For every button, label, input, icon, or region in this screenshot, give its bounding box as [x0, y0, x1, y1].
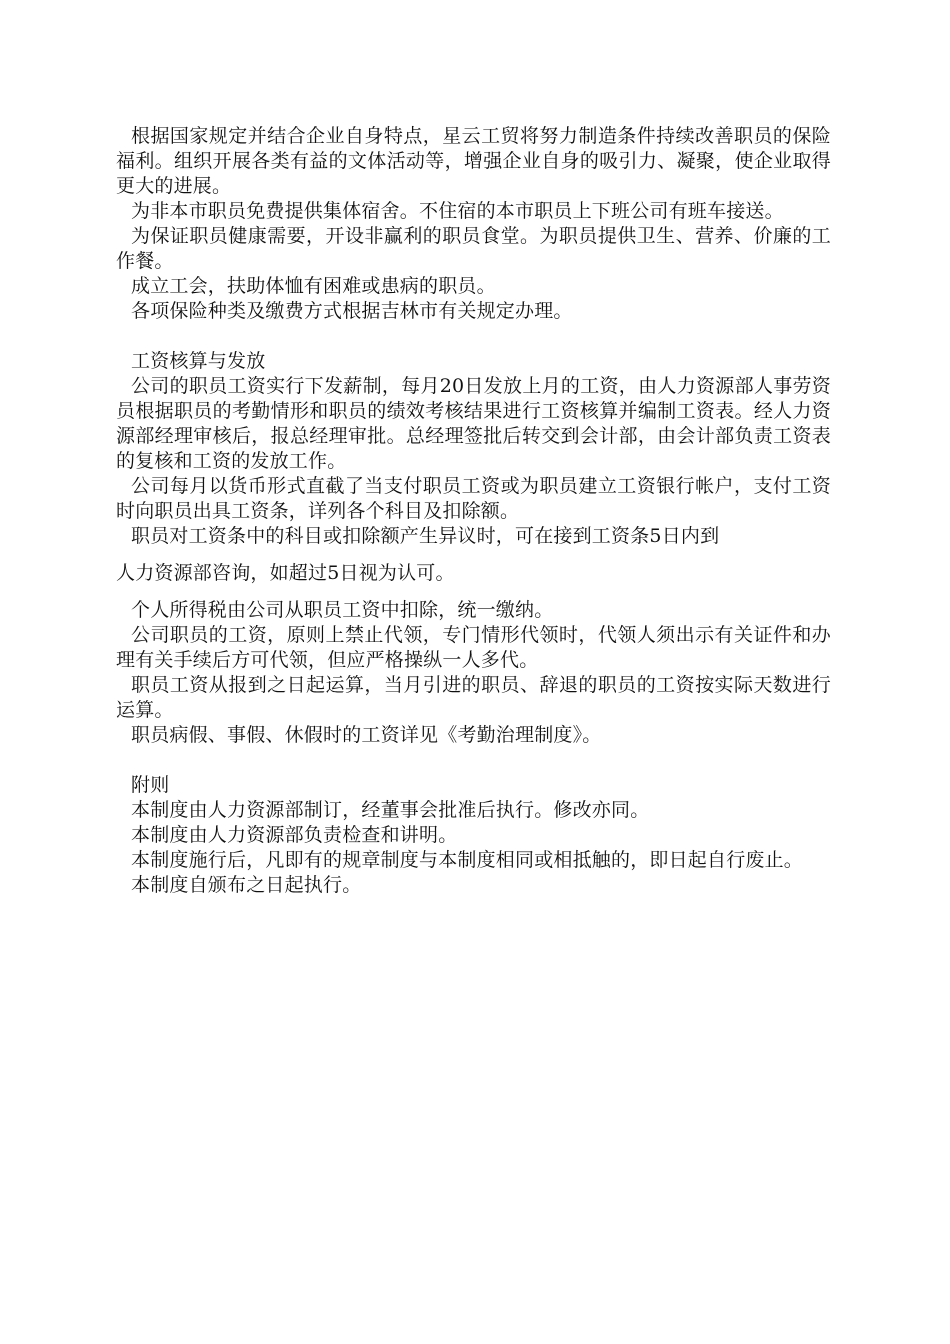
welfare-paragraph: 为非本市职员免费提供集体宿舍。不住宿的本市职员上下班公司有班车接送。 — [131, 200, 784, 222]
welfare-paragraph: 各项保险种类及缴费方式根据吉林市有关规定办理。 — [131, 300, 573, 322]
salary-paragraph: 公司职员的工资，原则上禁止代领，专门情形代领时，代领人须出示有关证件和办理有关手续后方可代领，但应严格操纵一人多代。 — [116, 624, 831, 671]
appendix-heading: 附则 — [131, 774, 170, 796]
appendix-paragraph: 本制度由人力资源部负责检查和讲明。 — [131, 824, 458, 846]
line-spacer — [116, 586, 831, 598]
section-spacer — [116, 748, 831, 773]
appendix-section — [116, 773, 831, 898]
salary-objection-line-1: 职员对工资条中的科目或扣除额产生异议时，可在接到工资条5日内到 — [131, 525, 720, 547]
section-spacer — [116, 324, 831, 349]
salary-paragraph: 公司每月以货币形式直截了当支付职员工资或为职员建立工资银行帐户，支付工资时向职员出具工资条，详列各个科目及扣除额。 — [116, 475, 831, 522]
line-spacer — [116, 549, 831, 561]
salary-paragraph: 个人所得税由公司从职员工资中扣除，统一缴纳。 — [131, 599, 554, 621]
welfare-paragraph: 根据国家规定并结合企业自身特点，星云工贸将努力制造条件持续改善职员的保险福利。组织开展各类有益的文体活动等，增强企业自身的吸引力、凝聚，使企业取得更大的进展。 — [116, 125, 831, 197]
salary-heading: 工资核算与发放 — [131, 350, 266, 372]
salary-paragraph: 职员工资从报到之日起运算，当月引进的职员、辞退的职员的工资按实际天数进行运算。 — [116, 674, 831, 721]
welfare-paragraph: 为保证职员健康需要，开设非赢利的职员食堂。为职员提供卫生、营养、价廉的工作餐。 — [116, 225, 831, 272]
appendix-paragraph: 本制度自颁布之日起执行。 — [131, 874, 362, 896]
document-body — [116, 124, 831, 898]
salary-objection-line-2: 人力资源部咨询，如超过5日视为认可。 — [116, 562, 455, 584]
appendix-paragraph: 本制度施行后，凡即有的规章制度与本制度相同或相抵触的，即日起自行废止。 — [131, 849, 804, 871]
welfare-paragraph: 成立工会，扶助体恤有困难或患病的职员。 — [131, 275, 496, 297]
appendix-paragraph: 本制度由人力资源部制订，经董事会批准后执行。修改亦同。 — [131, 799, 650, 821]
welfare-section — [116, 124, 831, 324]
salary-paragraph: 公司的职员工资实行下发薪制，每月20日发放上月的工资，由人力资源部人事劳资员根据职员的考勤情形和职员的绩效考核结果进行工资核算并编制工资表。经人力资源部经理审核后，报总经理审批。总经理签批后转交到会计部，由会计部负责工资表的复核和工资的发放工作。 — [116, 375, 831, 472]
salary-paragraph: 职员病假、事假、休假时的工资详见《考勤治理制度》。 — [131, 724, 602, 746]
salary-section — [116, 349, 831, 748]
